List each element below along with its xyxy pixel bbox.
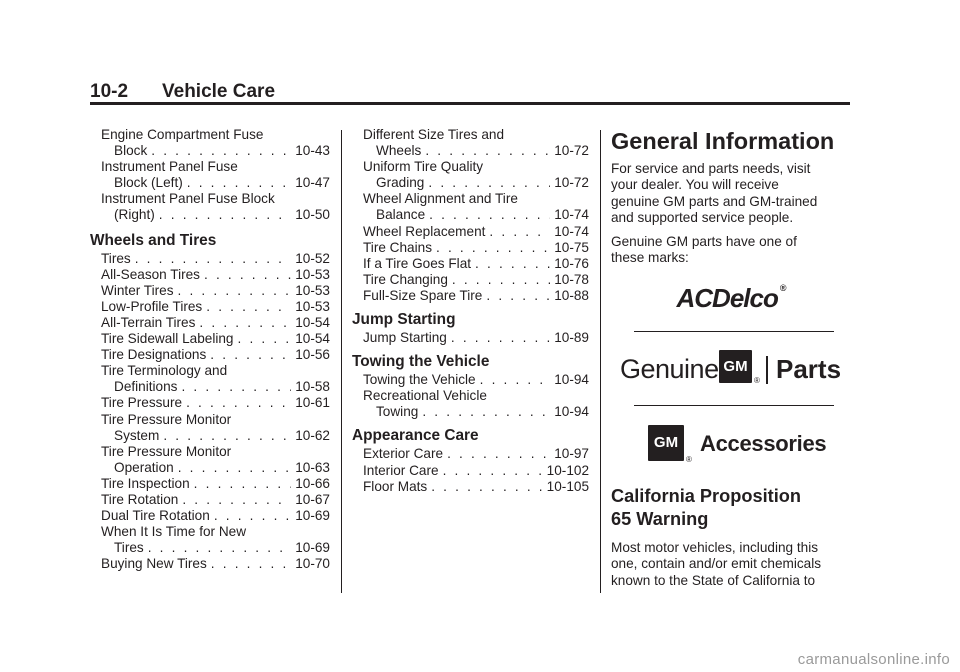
toc-entry-line (352, 404, 589, 420)
toc-group-towing (352, 372, 589, 420)
toc-page-number: 10-94 (554, 372, 589, 388)
toc-entry-title: All-Season Tires (101, 266, 200, 282)
toc-entry-line (352, 240, 589, 256)
toc-entry-title: Towing (376, 404, 419, 420)
toc-page-number: 10-62 (295, 427, 330, 443)
toc-entry-line (352, 446, 589, 462)
dot-leader (163, 428, 291, 444)
toc-entry-line (90, 540, 330, 556)
paragraph-line: known to the State of California to (611, 572, 816, 588)
gm-registered-mark: ® (754, 376, 760, 385)
toc-entry-line (90, 508, 330, 524)
toc-entry-title: If a Tire Goes Flat (363, 255, 472, 271)
toc-entry-line (90, 175, 330, 191)
dot-leader (159, 207, 291, 223)
toc-page-number: 10-69 (295, 508, 330, 524)
toc-page-number: 10-72 (554, 143, 589, 159)
toc-page-number: 10-56 (295, 347, 330, 363)
toc-entry-title: Wheel Alignment and Tire (363, 191, 518, 207)
toc-page-number: 10-43 (295, 143, 330, 159)
paragraph-line: one, contain and/or emit chemicals (611, 556, 822, 572)
toc-entry-title: Uniform Tire Quality (363, 159, 484, 175)
toc-entry-line (352, 272, 589, 288)
toc-entry (352, 256, 589, 272)
toc-page-number: 10-69 (295, 540, 330, 556)
toc-page-number: 10-58 (295, 379, 330, 395)
california-heading-line-2: 65 Warning (611, 509, 709, 529)
dot-leader (214, 508, 291, 524)
toc-entry-line (352, 288, 589, 304)
dot-leader (475, 256, 550, 272)
toc-entry (90, 492, 330, 508)
toc-entry (90, 444, 330, 476)
toc-entry (352, 159, 589, 191)
toc-entry-title: Block (Left) (114, 175, 183, 191)
paragraph-line: these marks: (611, 250, 689, 266)
content-column (611, 128, 846, 267)
toc-entry-title: Grading (376, 175, 425, 191)
toc-page-number: 10-53 (295, 298, 330, 314)
parts-wordmark: Parts (776, 354, 842, 384)
gm-logo-icon (648, 425, 684, 461)
general-paragraph-1 (611, 161, 846, 226)
toc-entry-title: Tires (114, 540, 144, 556)
toc-entry (352, 191, 589, 223)
dot-leader (486, 288, 550, 304)
column-divider-2 (600, 130, 601, 593)
dot-leader (148, 540, 292, 556)
toc-entry-line (90, 299, 330, 315)
toc-entry (90, 556, 330, 572)
toc-entry-line (90, 492, 330, 508)
toc-page-number: 10-47 (295, 175, 330, 191)
toc-entry (90, 508, 330, 524)
toc-entry (90, 315, 330, 331)
dot-leader (422, 404, 550, 420)
toc-entry (90, 363, 330, 395)
toc-entry-title: Recreational Vehicle (363, 388, 487, 404)
toc-entry (352, 446, 589, 462)
section-heading-towing: Towing the Vehicle (352, 353, 490, 371)
toc-entry-line (90, 460, 330, 476)
dot-leader (436, 240, 550, 256)
toc-page-number: 10-78 (554, 271, 589, 287)
toc-page-number: 10-54 (295, 331, 330, 347)
toc-page-number: 10-67 (295, 491, 330, 507)
toc-entry (90, 299, 330, 315)
toc-entry-line (90, 331, 330, 347)
toc-page-number: 10-53 (295, 266, 330, 282)
dot-leader (425, 143, 550, 159)
toc-entry (90, 347, 330, 363)
toc-entry-title: Jump Starting (363, 330, 447, 346)
toc-page-number: 10-50 (295, 207, 330, 223)
toc-entry-title: Tire Pressure Monitor (101, 411, 232, 427)
toc-entry-line (90, 476, 330, 492)
dot-leader (451, 330, 550, 346)
paragraph-line: Genuine GM parts have one of (611, 234, 797, 250)
paragraph-line: and supported service people. (611, 209, 794, 225)
toc-entry-title: Tire Pressure (101, 395, 183, 411)
toc-page-number: 10-75 (554, 239, 589, 255)
toc-entry-title: Definitions (114, 379, 178, 395)
acdelco-logo (620, 283, 842, 317)
dot-leader (181, 379, 291, 395)
toc-page-number: 10-89 (554, 330, 589, 346)
dot-leader (443, 463, 543, 479)
toc-entry-line (90, 143, 330, 159)
toc-entry-line (90, 556, 330, 572)
dot-leader (178, 283, 292, 299)
toc-entry-title: Floor Mats (363, 478, 428, 494)
toc-entry-title: Balance (376, 207, 426, 223)
dot-leader (211, 556, 291, 572)
toc-entry-title: Tire Terminology and (101, 363, 228, 379)
toc-page-number: 10-76 (554, 255, 589, 271)
toc-entry-title: System (114, 427, 160, 443)
toc-page-number: 10-97 (554, 446, 589, 462)
dot-leader (480, 372, 551, 388)
toc-entry-line (352, 175, 589, 191)
dot-leader (431, 479, 542, 495)
gm-letters: GM (723, 358, 748, 375)
toc-entry-title: All-Terrain Tires (101, 314, 196, 330)
toc-entry (352, 479, 589, 495)
dot-leader (210, 347, 291, 363)
toc-page-number: 10-94 (554, 404, 589, 420)
toc-entry-title: When It Is Time for New (101, 524, 247, 540)
toc-page-number: 10-105 (546, 478, 589, 494)
toc-entry (352, 224, 589, 240)
toc-entry (352, 240, 589, 256)
toc-entry (90, 191, 330, 223)
toc-page-number: 10-53 (295, 282, 330, 298)
toc-entry-line (90, 251, 330, 267)
toc-group-fuses (90, 127, 330, 224)
toc-entry-line (352, 143, 589, 159)
toc-entry-line (90, 379, 330, 395)
toc-entry-title: Instrument Panel Fuse (101, 159, 238, 175)
toc-entry (352, 388, 589, 420)
toc-column-1 (90, 127, 330, 572)
logo-separator-bar (766, 356, 768, 384)
toc-entry-title: Full-Size Spare Tire (363, 287, 483, 303)
toc-entry-line (90, 428, 330, 444)
toc-entry-line (90, 267, 330, 283)
toc-entry-title: Tire Designations (101, 347, 207, 363)
toc-page-number: 10-66 (295, 475, 330, 491)
section-heading-wheels: Wheels and Tires (90, 231, 217, 249)
column-divider-1 (341, 130, 342, 593)
toc-entry-line (352, 372, 589, 388)
acdelco-registered-mark: ® (779, 283, 786, 293)
toc-entry-line (352, 479, 589, 495)
toc-entry-line (90, 315, 330, 331)
dot-leader (428, 175, 550, 191)
toc-page-number: 10-102 (546, 462, 589, 478)
page-number: 10-2 (90, 81, 129, 102)
dot-leader (135, 251, 292, 267)
section-heading-jump: Jump Starting (352, 311, 456, 329)
toc-group-tires-cont (352, 127, 589, 304)
california-heading-line-1: California Proposition (611, 486, 801, 506)
toc-entry-title: Tire Rotation (101, 491, 179, 507)
gm-accessories-logo (620, 425, 842, 463)
toc-entry-title: Instrument Panel Fuse Block (101, 191, 275, 207)
genuine-wordmark: Genuine (620, 354, 719, 384)
toc-page-number: 10-63 (295, 459, 330, 475)
toc-entry (90, 127, 330, 159)
toc-entry (352, 127, 589, 159)
toc-entry-title: Block (114, 143, 148, 159)
toc-entry (352, 330, 589, 346)
toc-entry-title: Tire Changing (363, 271, 448, 287)
acdelco-wordmark: ACDelco (676, 283, 778, 313)
dot-leader (178, 460, 292, 476)
toc-entry-title: (Right) (114, 207, 155, 223)
toc-entry (352, 372, 589, 388)
california-section (611, 485, 846, 589)
toc-entry (90, 524, 330, 556)
toc-group-wheels (90, 251, 330, 573)
toc-group-jump (352, 330, 589, 346)
dot-leader (429, 207, 550, 223)
toc-entry-title: Engine Compartment Fuse (101, 127, 264, 142)
toc-entry-title: Dual Tire Rotation (101, 508, 210, 524)
toc-entry-title: Operation (114, 459, 174, 475)
toc-entry-line (352, 224, 589, 240)
toc-entry (90, 476, 330, 492)
toc-entry-title: Tires (101, 250, 131, 266)
toc-entry-title: Different Size Tires and (363, 127, 505, 142)
toc-page-number: 10-70 (295, 556, 330, 572)
toc-page-number: 10-88 (554, 287, 589, 303)
toc-entry (90, 283, 330, 299)
dot-leader (447, 446, 550, 462)
toc-entry-title: Towing the Vehicle (363, 372, 476, 388)
toc-entry-title: Wheel Replacement (363, 223, 486, 239)
toc-entry (352, 272, 589, 288)
paragraph-line: Most motor vehicles, including this (611, 540, 819, 555)
toc-entry (90, 412, 330, 444)
toc-entry-title: Wheels (376, 143, 422, 159)
paragraph-line: genuine GM parts and GM-trained (611, 193, 818, 209)
gm-registered-mark: ® (686, 455, 692, 464)
california-paragraph (611, 540, 846, 589)
toc-entry-title: Buying New Tires (101, 556, 207, 572)
dot-leader (452, 272, 550, 288)
gm-letters: GM (653, 434, 679, 451)
gm-logo-icon (719, 350, 752, 383)
page-header (90, 82, 850, 102)
toc-entry (352, 288, 589, 304)
toc-entry-title: Interior Care (363, 462, 439, 478)
toc-entry-line (90, 347, 330, 363)
toc-entry-title: Low-Profile Tires (101, 298, 203, 314)
chapter-title: Vehicle Care (162, 81, 276, 102)
toc-page-number: 10-72 (554, 175, 589, 191)
toc-entry (90, 251, 330, 267)
toc-column-2 (352, 127, 589, 495)
general-paragraph-2 (611, 234, 846, 267)
toc-entry-title: Tire Chains (363, 239, 432, 255)
toc-entry-title: Exterior Care (363, 446, 444, 462)
dot-leader (186, 395, 291, 411)
toc-entry-line (90, 283, 330, 299)
toc-entry (90, 267, 330, 283)
header-rule (90, 102, 850, 105)
toc-entry-line (352, 330, 589, 346)
toc-page-number: 10-74 (554, 207, 589, 223)
general-information-heading: General Information (611, 128, 835, 154)
toc-entry (90, 331, 330, 347)
dot-leader (206, 299, 291, 315)
dot-leader (182, 492, 291, 508)
toc-entry-title: Tire Sidewall Labeling (101, 331, 234, 347)
toc-group-appearance (352, 446, 589, 494)
paragraph-line: your dealer. You will receive (611, 177, 779, 193)
dot-leader (151, 143, 291, 159)
toc-entry-line (352, 256, 589, 272)
watermark: carmanualsonline.info (797, 651, 950, 668)
toc-entry-line (90, 207, 330, 223)
toc-page-number: 10-52 (295, 250, 330, 266)
toc-page-number: 10-74 (554, 223, 589, 239)
dot-leader (187, 175, 291, 191)
toc-entry (90, 159, 330, 191)
toc-entry (352, 463, 589, 479)
toc-entry-line (352, 463, 589, 479)
logo-divider-1 (634, 331, 834, 332)
dot-leader (194, 476, 292, 492)
dot-leader (199, 315, 291, 331)
paragraph-line: For service and parts needs, visit (611, 161, 811, 176)
toc-entry-title: Tire Inspection (101, 475, 190, 491)
toc-entry (90, 395, 330, 411)
toc-entry-title: Winter Tires (101, 282, 174, 298)
toc-entry-line (352, 207, 589, 223)
toc-entry-title: Tire Pressure Monitor (101, 443, 232, 459)
dot-leader (238, 331, 292, 347)
toc-page-number: 10-61 (295, 395, 330, 411)
section-heading-appearance: Appearance Care (352, 427, 479, 445)
toc-entry-line (90, 395, 330, 411)
toc-page-number: 10-54 (295, 314, 330, 330)
genuine-gm-parts-logo (620, 350, 842, 388)
dot-leader (489, 224, 550, 240)
dot-leader (204, 267, 291, 283)
accessories-wordmark: Accessories (700, 431, 827, 456)
logo-divider-2 (634, 405, 834, 406)
